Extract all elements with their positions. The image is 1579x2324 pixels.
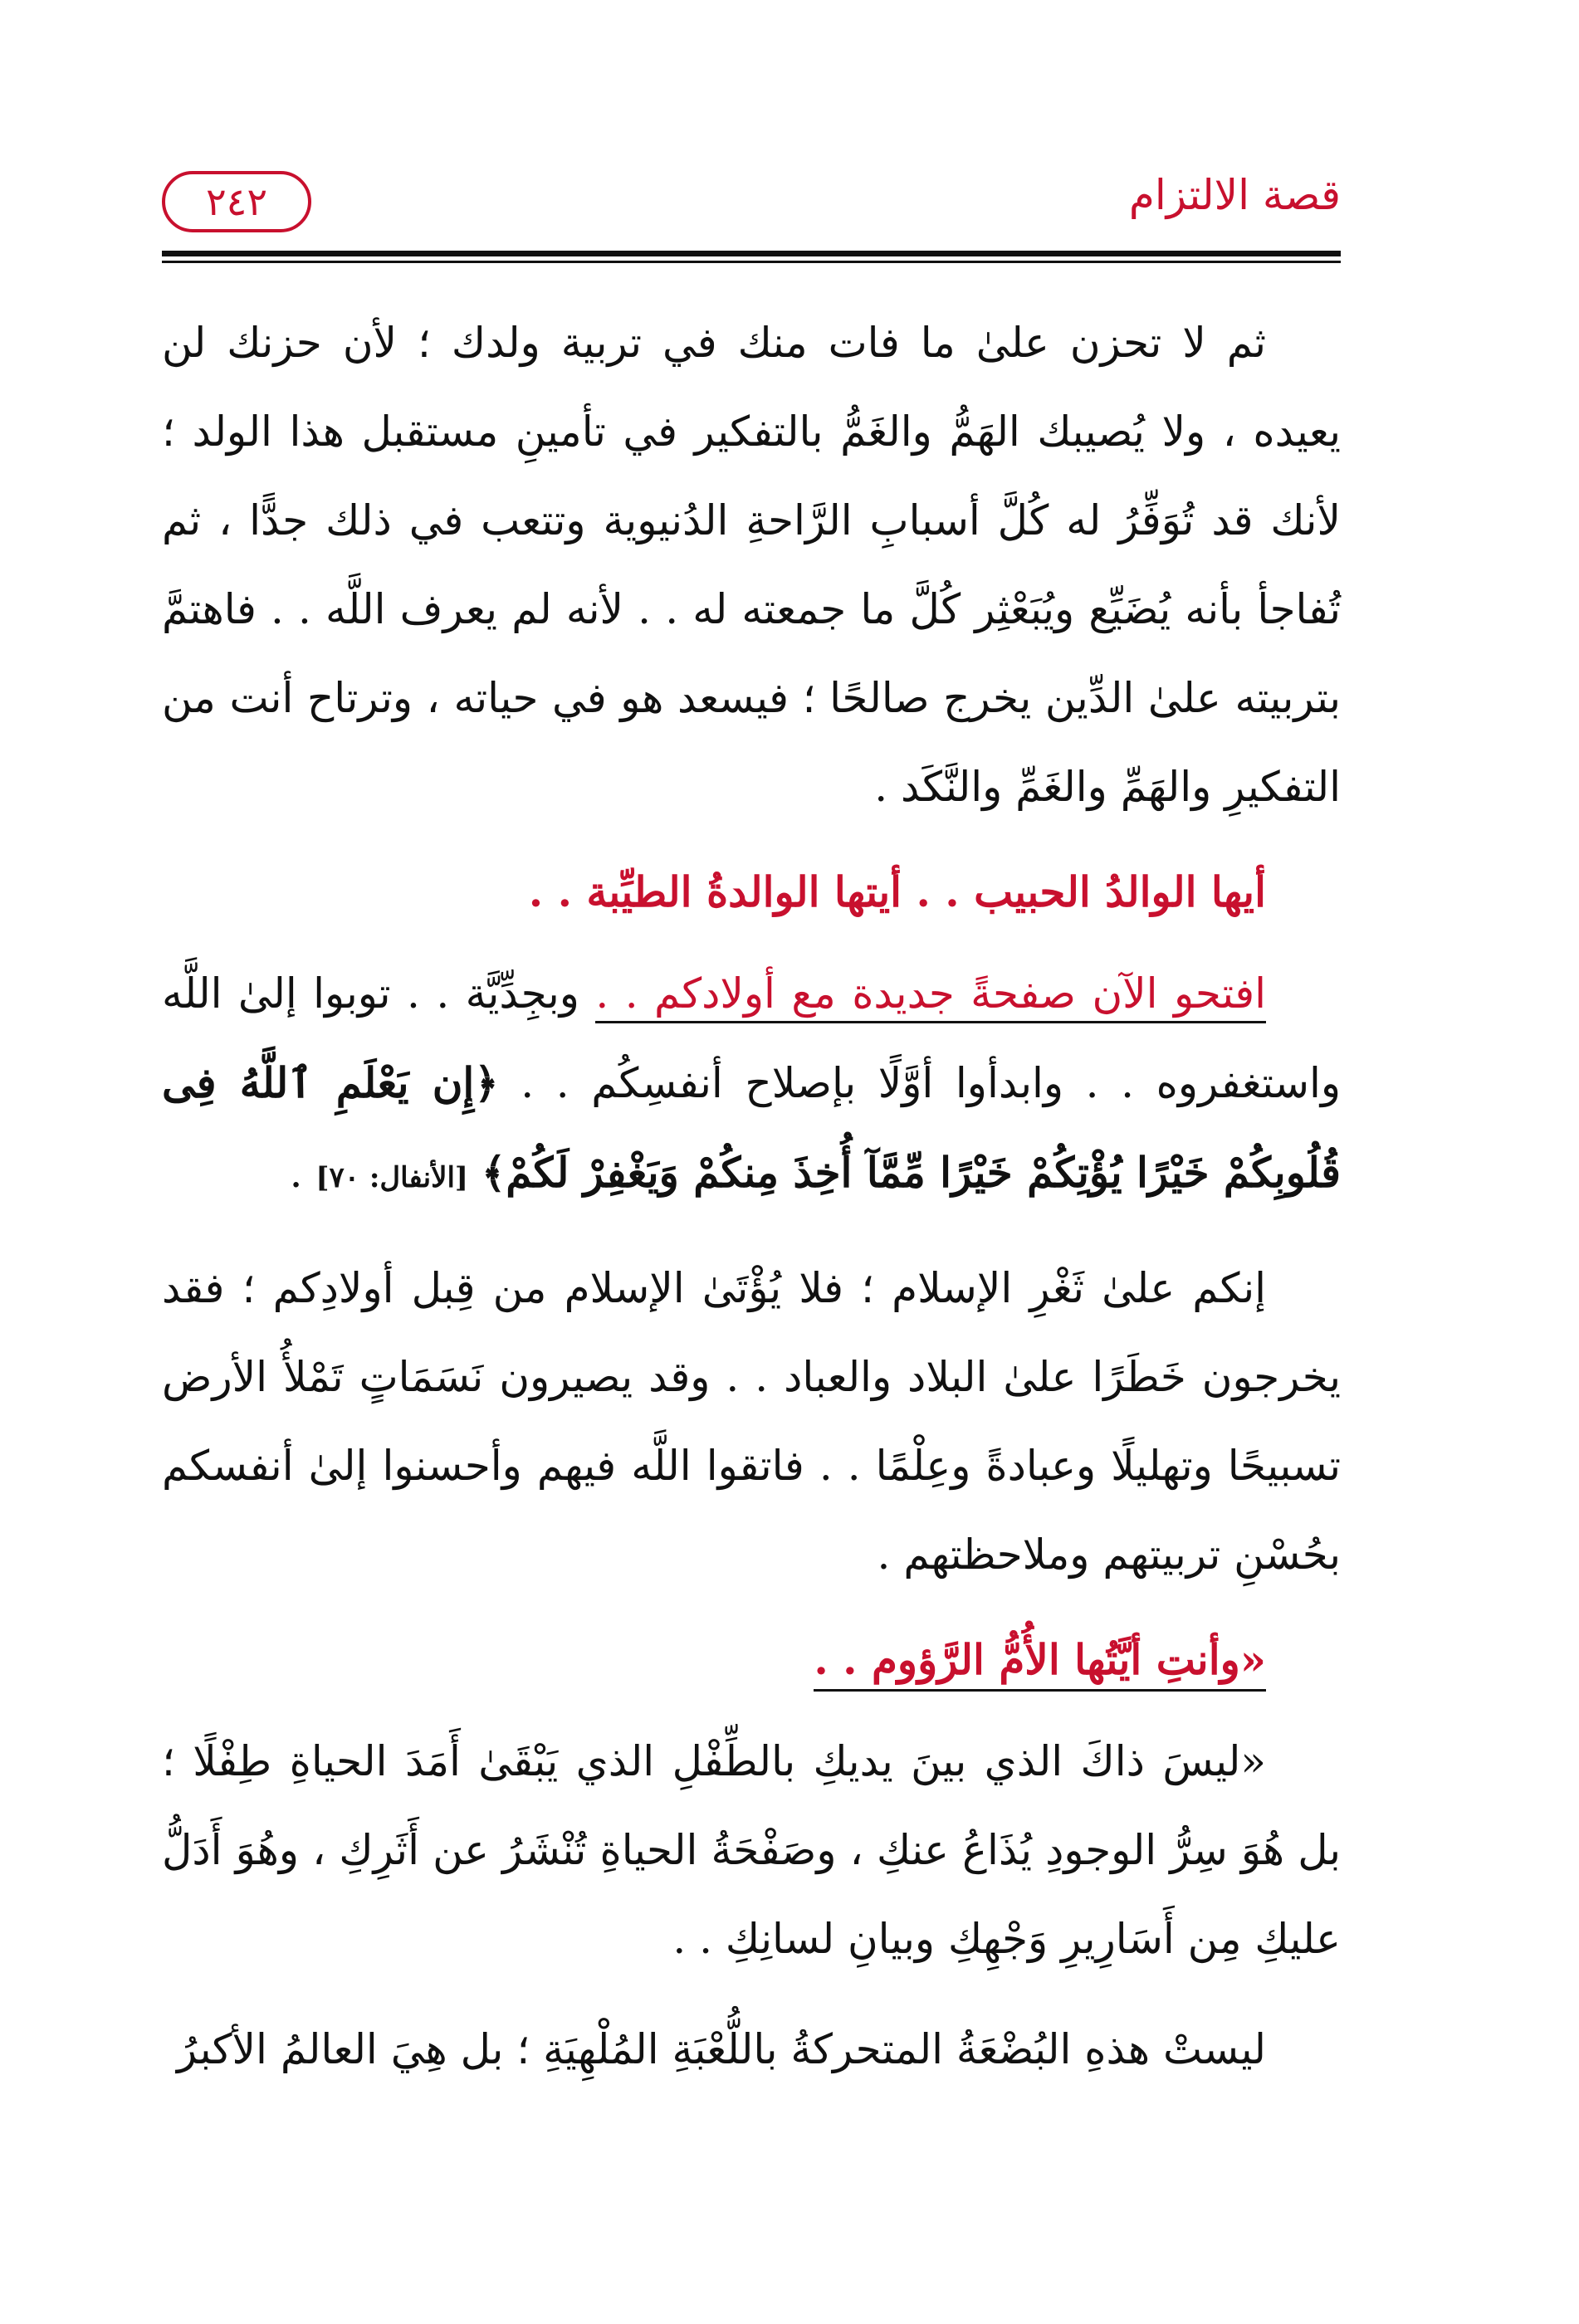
paragraph-5: ليستْ هذهِ البُضْعَةُ المتحركةُ باللُّعْبَةِ المُلْهِيَةِ ؛ بل هِيَ العالمُ الأكبرُ [177, 2025, 1266, 2073]
paragraph-3: إنكم علىٰ ثَغْرِ الإسلام ؛ فلا يُؤْتَىٰ الإسلام من قِبل أولادِكم ؛ فقد يخرجون خَطَرًا علىٰ البلاد والعباد . . وقد يصيرون نَسَمَاتٍ تَمْلأُ الأرض تسبيحًا وتهليلًا وعبادةً وعِلْمًا . . فاتقوا اللَّه فيهم وأحسنوا إلىٰ أنفسكم بحُسْنِ تربيتهم وملاحظتهم . [162, 1264, 1341, 1579]
spacer [162, 1984, 1341, 2005]
spacer [162, 1223, 1341, 1244]
paragraph-4: «ليسَ ذاكَ الذي بينَ يديكِ بالطِّفْلِ الذي يَبْقَىٰ أَمَدَ الحياةِ طِفْلًا ؛ بل هُوَ سِرُّ الوجودِ يُذَاعُ عنكِ ، وصَفْحَةُ الحياةِ تُنْشَرُ عن أَثَرِكِ ، وهُوَ أَدَلُّ عليكِ مِن أَسَارِيرِ وَجْهِكِ وبيانِ لسانِكِ . . [162, 1737, 1341, 1963]
page-body [162, 299, 1341, 2094]
header-rule-thin [162, 261, 1341, 263]
heading-mother-text: «وأنتِ أيَّتُها الأُمُّ الرَّؤوم . . [814, 1635, 1266, 1692]
heading-mother [162, 1614, 1341, 1706]
heading-parents-text: أيها الوالدُ الحبيب . . أيتها الوالدةُ الطيِّبة . . [528, 867, 1266, 916]
paragraph-2-text: وبجِدِّيَّة . . توبوا إلىٰ اللَّه واستغفروه . . وابدأوا أوَّلًا بإصلاح أنفسِكُم . . [162, 969, 1341, 1107]
paragraph-2-lead: افتحو الآن صفحةً جديدة مع أولادكم . . [595, 969, 1266, 1023]
paragraph-1: ثم لا تحزن علىٰ ما فات منك في تربية ولدك ؛ لأن حزنك لن يعيده ، ولا يُصيبك الهَمُّ والغَمُّ بالتفكير في تأمينِ مستقبل هذا الولد ؛ لأنك قد تُوَفِّرُ له كُلَّ أسبابِ الرَّاحةِ الدُنيوية وتتعب في ذلك جدًّا ، ثم تُفاجأ بأنه يُضَيِّع ويُبَعْثِر كُلَّ ما جمعته له . . لأنه لم يعرف اللَّه . . فاهتمَّ بتربيته علىٰ الدِّين يخرج صالحًا ؛ فيسعد هو في حياته ، وترتاح أنت من التفكيرِ والهَمِّ والغَمِّ والنَّكَد . [162, 319, 1342, 811]
header-rule-thick [162, 251, 1341, 256]
quran-verse: ﴿إِن يَعْلَمِ ٱللَّهُ فِى قُلُوبِكُمْ خَيْرًا يُؤْتِكُمْ خَيْرًا مِّمَّآ أُخِذَ مِنكُمْ وَيَغْفِرْ لَكُمْ﴾ [162, 1058, 1341, 1197]
paragraph-2-end: . [289, 1149, 316, 1197]
page-number-badge: ٢٤٢ [162, 171, 311, 232]
verse-reference: [الأنفال: ٧٠] [315, 1161, 469, 1194]
heading-parents [162, 847, 1341, 938]
paragraph-2 [162, 950, 1341, 1223]
page-header [162, 158, 1341, 274]
book-title: قصة الالتزام [1128, 171, 1341, 219]
